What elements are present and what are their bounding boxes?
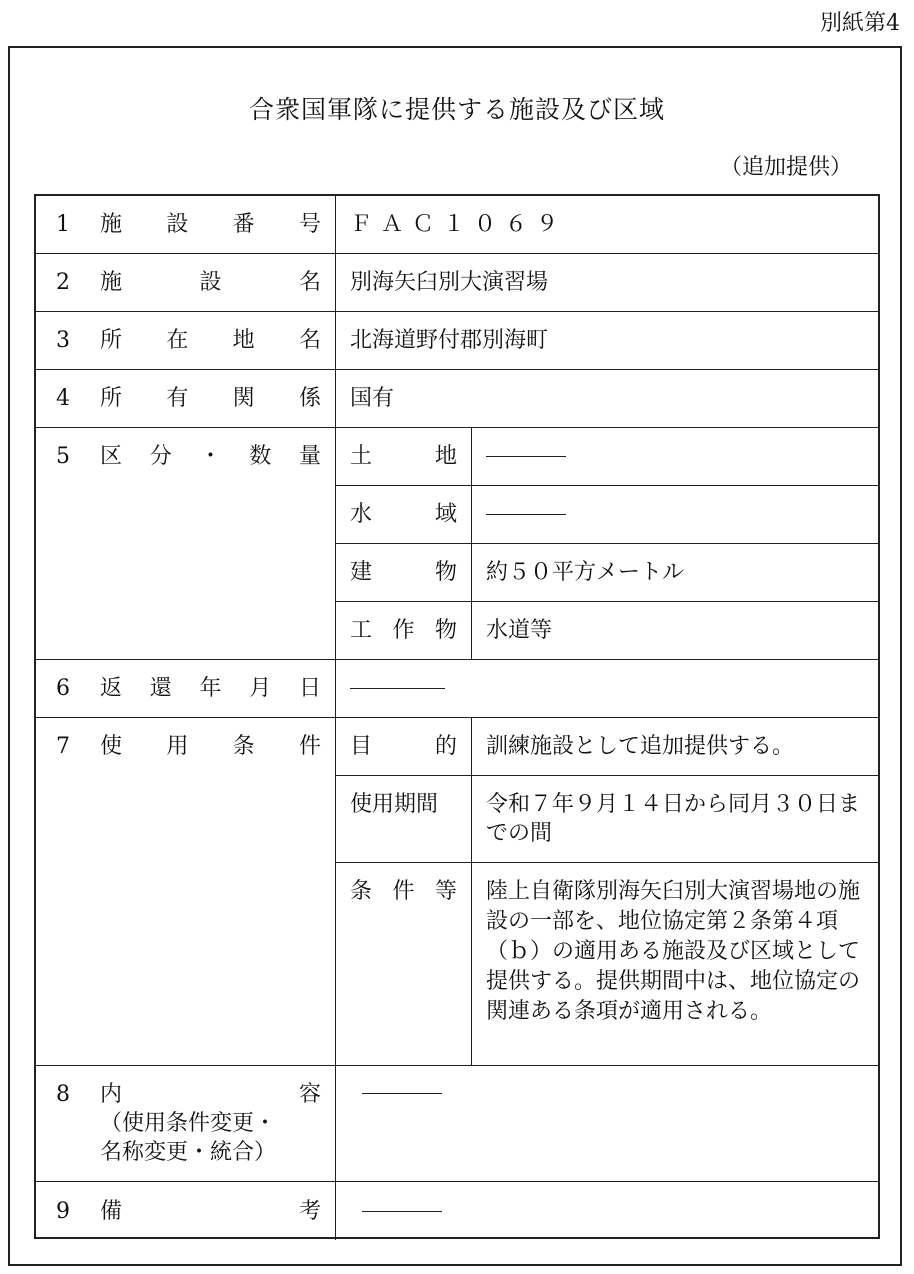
row6-label-char: 還 [149,676,172,701]
row1-label-char: 号 [298,212,321,237]
row7-label-char: 条 [232,734,255,759]
row7-label-char: 件 [298,734,321,759]
row8-number: 8 [56,1082,70,1107]
row4-label-cell [36,370,336,428]
building-value-cell [472,544,878,602]
land-label-cell [336,428,472,486]
row2-label-char: 設 [199,270,222,295]
row5-label-char: 分 [149,444,172,469]
building-value: 約５０平方メートル [486,560,685,585]
row9-label-cell [36,1182,336,1240]
land-label-char: 土 [350,444,373,469]
return-date-value-dash [350,688,445,689]
ownership-value-cell [336,370,878,428]
contents-value-cell [336,1066,878,1182]
row6-label-char: 月 [249,676,272,701]
facility-number-value: ＦＡＣ１０６９ [350,212,568,237]
land-value-dash [486,456,566,457]
purpose-label-char: 目 [350,734,373,759]
facility-table [34,194,880,1239]
row7-number: 7 [56,734,70,759]
row5-label-cell [36,428,336,660]
structure-value: 水道等 [486,618,553,643]
row4-label-char: 所 [100,386,123,411]
water-label-char: 水 [350,502,373,527]
attachment-label: 別紙第4 [820,11,900,36]
water-value-dash [486,514,566,515]
facility-name-value: 別海矢臼別大演習場 [350,270,549,295]
row8-label-cell [36,1066,336,1182]
structure-label-char: 物 [434,618,457,643]
purpose-label-char: 的 [434,734,457,759]
row5-label-char: 区 [100,444,123,469]
structure-label-cell [336,602,472,660]
land-value-cell [472,428,878,486]
facility-number-value-cell [336,196,878,254]
ownership-value: 国有 [350,386,395,411]
building-label-char: 物 [434,560,457,585]
row5-number: 5 [56,444,70,469]
purpose-value-cell [472,718,878,776]
page-title: 合衆国軍隊に提供する施設及び区域 [248,95,665,124]
row6-label-cell [36,660,336,718]
row2-label-char: 施 [100,270,123,295]
structure-value-cell [472,602,878,660]
conditions-label-char: 件 [392,879,415,904]
row2-label-cell [36,254,336,312]
purpose-value: 訓練施設として追加提供する。 [486,734,795,759]
row4-label-char: 有 [166,386,189,411]
land-label-char: 地 [434,444,457,469]
row3-number: 3 [56,328,70,353]
row6-label-char: 日 [298,676,321,701]
structure-label-char: 工 [350,618,373,643]
water-label-cell [336,486,472,544]
row8-label-char: 内 [100,1082,123,1107]
facility-name-value-cell [336,254,878,312]
purpose-label-cell [336,718,472,776]
row1-label-char: 施 [100,212,123,237]
conditions-value-cell [472,863,878,1066]
row4-label-char: 係 [298,386,321,411]
row6-label-char: 返 [100,676,123,701]
row7-label-char: 使 [100,734,123,759]
row8-label-char: 容 [298,1082,321,1107]
row7-label-cell [36,718,336,1066]
row7-label-char: 用 [166,734,189,759]
row5-label-char: ・ [199,444,222,469]
row9-number: 9 [56,1198,70,1224]
row9-label-char: 備 [100,1198,123,1224]
row8-label-sub1: （使用条件変更・ [100,1111,277,1136]
page-subtitle: （追加提供） [719,155,852,180]
row3-label-char: 地 [232,328,255,353]
conditions-label-char: 条 [350,879,373,904]
period-label: 使用期間 [350,792,439,817]
water-label-char: 域 [434,502,457,527]
building-label-cell [336,544,472,602]
period-value-cell [472,776,878,863]
conditions-label-cell [336,863,472,1066]
location-value-cell [336,312,878,370]
remarks-value-cell [336,1182,878,1240]
row3-label-char: 所 [100,328,123,353]
row3-label-char: 名 [298,328,321,353]
row4-number: 4 [56,386,70,411]
row9-label-char: 考 [298,1198,321,1224]
row3-label-cell [36,312,336,370]
row3-label-char: 在 [166,328,189,353]
row5-label-char: 量 [298,444,321,469]
row8-label-sub2: 名称変更・統合） [100,1140,277,1165]
row5-label-char: 数 [249,444,272,469]
water-value-cell [472,486,878,544]
conditions-label-char: 等 [434,879,457,904]
row1-label-char: 番 [232,212,255,237]
structure-label-char: 作 [392,618,415,643]
row2-label-char: 名 [298,270,321,295]
row2-number: 2 [56,270,70,295]
remarks-value-dash [362,1211,442,1212]
building-label-char: 建 [350,560,373,585]
period-value: 令和７年９月１４日から同月３０日までの間 [486,792,861,846]
row4-label-char: 関 [232,386,255,411]
return-date-value-cell [336,660,878,718]
period-label-cell [336,776,472,863]
row6-number: 6 [56,676,70,701]
row1-number: 1 [56,212,70,237]
row1-label-char: 設 [166,212,189,237]
row1-label-cell [36,196,336,254]
location-value: 北海道野付郡別海町 [350,328,549,353]
contents-value-dash [362,1093,442,1094]
conditions-value: 陸上自衛隊別海矢臼別大演習場地の施設の一部を、地位協定第２条第４項（ｂ）の適用ある施設及び区域として提供する。提供期間中は、地位協定の関連ある条項が適用される。 [486,879,861,1024]
row6-label-char: 年 [199,676,222,701]
